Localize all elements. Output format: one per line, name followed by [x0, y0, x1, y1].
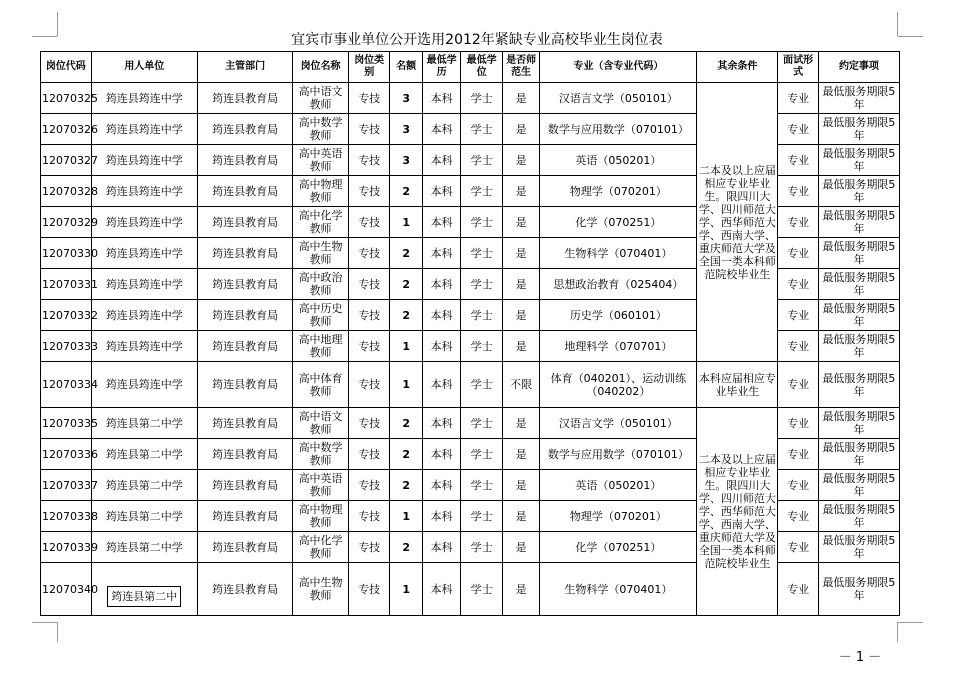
edu-cell: 本科 [422, 563, 460, 616]
quota-cell: 1 [390, 501, 422, 532]
category-cell: 专技 [348, 470, 390, 501]
category-cell: 专技 [348, 331, 390, 362]
interview-cell: 专业 [778, 207, 819, 238]
normal-cell: 是 [502, 408, 539, 439]
agreement-cell: 最低服务期限5年 [818, 563, 899, 616]
position-cell: 高中生物教师 [293, 238, 349, 269]
header-interview: 面试形式 [778, 52, 819, 83]
edu-cell: 本科 [422, 114, 460, 145]
category-cell: 专技 [348, 532, 390, 563]
interview-cell: 专业 [778, 300, 819, 331]
header-normal: 是否师范生 [502, 52, 539, 83]
normal-cell: 是 [502, 439, 539, 470]
normal-cell: 是 [502, 207, 539, 238]
dept-cell: 筠连县教育局 [198, 532, 293, 563]
agreement-cell: 最低服务期限5年 [818, 238, 899, 269]
code-cell: 12070328 [41, 176, 92, 207]
agreement-cell: 最低服务期限5年 [818, 408, 899, 439]
degree-cell: 学士 [461, 114, 503, 145]
edu-cell: 本科 [422, 145, 460, 176]
position-cell: 高中化学教师 [293, 207, 349, 238]
table-header-row [41, 52, 900, 83]
header-code: 岗位代码 [41, 52, 92, 83]
unit-cell: 筠连县筠连中学 [91, 300, 197, 331]
code-cell: 12070339 [41, 532, 92, 563]
position-cell: 高中物理教师 [293, 501, 349, 532]
major-cell: 生物科学（070401） [540, 563, 697, 616]
quota-cell: 2 [390, 532, 422, 563]
code-cell: 12070336 [41, 439, 92, 470]
degree-cell: 学士 [461, 501, 503, 532]
position-cell: 高中化学教师 [293, 532, 349, 563]
category-cell: 专技 [348, 300, 390, 331]
unit-cell: 筠连县筠连中学 [91, 83, 197, 114]
degree-cell: 学士 [461, 331, 503, 362]
normal-cell: 是 [502, 470, 539, 501]
category-cell: 专技 [348, 269, 390, 300]
category-cell: 专技 [348, 145, 390, 176]
major-cell: 汉语言文学（050101） [540, 83, 697, 114]
code-cell: 12070340 [41, 563, 92, 616]
edu-cell: 本科 [422, 176, 460, 207]
quota-cell: 1 [390, 207, 422, 238]
position-cell: 高中英语教师 [293, 470, 349, 501]
dept-cell: 筠连县教育局 [198, 300, 293, 331]
quota-cell: 1 [390, 331, 422, 362]
unit-cell: 筠连县第二中学 [91, 532, 197, 563]
unit-text-box[interactable]: 筠连县第二中 [107, 586, 181, 607]
dept-cell: 筠连县教育局 [198, 563, 293, 616]
position-cell: 高中历史教师 [293, 300, 349, 331]
code-cell: 12070335 [41, 408, 92, 439]
major-cell: 英语（050201） [540, 470, 697, 501]
edu-cell: 本科 [422, 83, 460, 114]
quota-cell: 2 [390, 408, 422, 439]
degree-cell: 学士 [461, 408, 503, 439]
agreement-cell: 最低服务期限5年 [818, 501, 899, 532]
unit-cell: 筠连县第二中学 [91, 470, 197, 501]
major-cell: 汉语言文学（050101） [540, 408, 697, 439]
agreement-cell: 最低服务期限5年 [818, 114, 899, 145]
job-position-table [40, 51, 900, 616]
major-cell: 物理学（070201） [540, 501, 697, 532]
header-conditions: 其余条件 [697, 52, 778, 83]
edu-cell: 本科 [422, 300, 460, 331]
major-cell: 物理学（070201） [540, 176, 697, 207]
agreement-cell: 最低服务期限5年 [818, 145, 899, 176]
header-dept: 主管部门 [198, 52, 293, 83]
header-degree: 最低学位 [461, 52, 503, 83]
edu-cell: 本科 [422, 470, 460, 501]
crop-mark [32, 622, 57, 623]
dept-cell: 筠连县教育局 [198, 362, 293, 408]
header-edu: 最低学历 [422, 52, 460, 83]
unit-cell: 筠连县筠连中学 [91, 269, 197, 300]
category-cell: 专技 [348, 83, 390, 114]
unit-cell: 筠连县筠连中学 [91, 362, 197, 408]
dept-cell: 筠连县教育局 [198, 439, 293, 470]
code-cell: 12070338 [41, 501, 92, 532]
crop-mark [897, 622, 898, 642]
table-row [41, 83, 900, 114]
normal-cell: 是 [502, 501, 539, 532]
edu-cell: 本科 [422, 269, 460, 300]
edu-cell: 本科 [422, 501, 460, 532]
normal-cell: 是 [502, 176, 539, 207]
edu-cell: 本科 [422, 532, 460, 563]
degree-cell: 学士 [461, 269, 503, 300]
category-cell: 专技 [348, 362, 390, 408]
interview-cell: 专业 [778, 83, 819, 114]
code-cell: 12070337 [41, 470, 92, 501]
document-title: 宜宾市事业单位公开选用2012年紧缺专业高校毕业生岗位表 [291, 32, 663, 48]
major-cell: 英语（050201） [540, 145, 697, 176]
quota-cell: 2 [390, 439, 422, 470]
major-cell: 历史学（060101） [540, 300, 697, 331]
position-cell: 高中体育教师 [293, 362, 349, 408]
degree-cell: 学士 [461, 83, 503, 114]
position-cell: 高中英语教师 [293, 145, 349, 176]
table-row [41, 408, 900, 439]
degree-cell: 学士 [461, 439, 503, 470]
degree-cell: 学士 [461, 145, 503, 176]
quota-cell: 1 [390, 362, 422, 408]
quota-cell: 1 [390, 563, 422, 616]
normal-cell: 是 [502, 145, 539, 176]
interview-cell: 专业 [778, 563, 819, 616]
edu-cell: 本科 [422, 439, 460, 470]
code-cell: 12070331 [41, 269, 92, 300]
position-cell: 高中政治教师 [293, 269, 349, 300]
agreement-cell: 最低服务期限5年 [818, 362, 899, 408]
major-cell: 思想政治教育（025404） [540, 269, 697, 300]
quota-cell: 2 [390, 470, 422, 501]
degree-cell: 学士 [461, 238, 503, 269]
unit-cell: 筠连县筠连中学 [91, 238, 197, 269]
unit-cell: 筠连县第二中学 [91, 408, 197, 439]
category-cell: 专技 [348, 238, 390, 269]
code-cell: 12070333 [41, 331, 92, 362]
dept-cell: 筠连县教育局 [198, 238, 293, 269]
edu-cell: 本科 [422, 207, 460, 238]
agreement-cell: 最低服务期限5年 [818, 207, 899, 238]
position-cell: 高中数学教师 [293, 439, 349, 470]
header-position: 岗位名称 [293, 52, 349, 83]
dept-cell: 筠连县教育局 [198, 207, 293, 238]
agreement-cell: 最低服务期限5年 [818, 176, 899, 207]
position-cell: 高中地理教师 [293, 331, 349, 362]
category-cell: 专技 [348, 439, 390, 470]
header-agreement: 约定事项 [818, 52, 899, 83]
normal-cell: 是 [502, 269, 539, 300]
unit-cell: 筠连县筠连中学 [91, 145, 197, 176]
normal-cell: 是 [502, 114, 539, 145]
edu-cell: 本科 [422, 238, 460, 269]
code-cell: 12070325 [41, 83, 92, 114]
degree-cell: 学士 [461, 532, 503, 563]
table-row [41, 362, 900, 408]
unit-cell: 筠连县筠连中学 [91, 207, 197, 238]
degree-cell: 学士 [461, 470, 503, 501]
edu-cell: 本科 [422, 362, 460, 408]
normal-cell: 是 [502, 532, 539, 563]
agreement-cell: 最低服务期限5年 [818, 470, 899, 501]
dept-cell: 筠连县教育局 [198, 145, 293, 176]
normal-cell: 是 [502, 563, 539, 616]
degree-cell: 学士 [461, 176, 503, 207]
edu-cell: 本科 [422, 408, 460, 439]
quota-cell: 2 [390, 238, 422, 269]
interview-cell: 专业 [778, 470, 819, 501]
interview-cell: 专业 [778, 532, 819, 563]
normal-cell: 是 [502, 83, 539, 114]
interview-cell: 专业 [778, 362, 819, 408]
dept-cell: 筠连县教育局 [198, 501, 293, 532]
agreement-cell: 最低服务期限5年 [818, 83, 899, 114]
agreement-cell: 最低服务期限5年 [818, 300, 899, 331]
major-cell: 数学与应用数学（070101） [540, 114, 697, 145]
code-cell: 12070326 [41, 114, 92, 145]
header-major: 专业（含专业代码） [540, 52, 697, 83]
dept-cell: 筠连县教育局 [198, 176, 293, 207]
code-cell: 12070332 [41, 300, 92, 331]
interview-cell: 专业 [778, 176, 819, 207]
unit-cell [91, 563, 197, 616]
position-cell: 高中生物教师 [293, 563, 349, 616]
position-cell: 高中数学教师 [293, 114, 349, 145]
header-category: 岗位类别 [348, 52, 390, 83]
degree-cell: 学士 [461, 207, 503, 238]
degree-cell: 学士 [461, 362, 503, 408]
unit-cell: 筠连县第二中学 [91, 439, 197, 470]
edu-cell: 本科 [422, 331, 460, 362]
agreement-cell: 最低服务期限5年 [818, 269, 899, 300]
unit-cell: 筠连县筠连中学 [91, 176, 197, 207]
degree-cell: 学士 [461, 563, 503, 616]
major-cell: 生物科学（070401） [540, 238, 697, 269]
normal-cell: 是 [502, 331, 539, 362]
dept-cell: 筠连县教育局 [198, 114, 293, 145]
dept-cell: 筠连县教育局 [198, 470, 293, 501]
interview-cell: 专业 [778, 331, 819, 362]
major-cell: 化学（070251） [540, 532, 697, 563]
major-cell: 化学（070251） [540, 207, 697, 238]
interview-cell: 专业 [778, 501, 819, 532]
page-number: － 1 － [838, 650, 882, 665]
crop-mark [898, 622, 923, 623]
header-unit: 用人单位 [91, 52, 197, 83]
normal-cell: 是 [502, 238, 539, 269]
quota-cell: 2 [390, 300, 422, 331]
category-cell: 专技 [348, 563, 390, 616]
code-cell: 12070330 [41, 238, 92, 269]
category-cell: 专技 [348, 207, 390, 238]
quota-cell: 2 [390, 176, 422, 207]
quota-cell: 2 [390, 269, 422, 300]
agreement-cell: 最低服务期限5年 [818, 439, 899, 470]
major-cell: 地理科学（070701） [540, 331, 697, 362]
interview-cell: 专业 [778, 238, 819, 269]
interview-cell: 专业 [778, 439, 819, 470]
dept-cell: 筠连县教育局 [198, 83, 293, 114]
quota-cell: 3 [390, 145, 422, 176]
unit-cell: 筠连县筠连中学 [91, 331, 197, 362]
conditions-cell-group2: 二本及以上应届相应专业毕业生。限四川大学、四川师范大学、西华师范大学、西南大学、重庆师范大学及全国一类本科师范院校毕业生 [697, 408, 778, 616]
quota-cell: 3 [390, 83, 422, 114]
normal-cell: 是 [502, 300, 539, 331]
degree-cell: 学士 [461, 300, 503, 331]
category-cell: 专技 [348, 408, 390, 439]
category-cell: 专技 [348, 176, 390, 207]
position-cell: 高中语文教师 [293, 83, 349, 114]
conditions-cell-pe: 本科应届相应专业毕业生 [697, 362, 778, 408]
major-cell: 体育（040201）、运动训练（040202） [540, 362, 697, 408]
crop-mark [57, 622, 58, 642]
category-cell: 专技 [348, 114, 390, 145]
interview-cell: 专业 [778, 145, 819, 176]
dept-cell: 筠连县教育局 [198, 331, 293, 362]
normal-cell: 不限 [502, 362, 539, 408]
dept-cell: 筠连县教育局 [198, 408, 293, 439]
unit-cell: 筠连县第二中学 [91, 501, 197, 532]
major-cell: 数学与应用数学（070101） [540, 439, 697, 470]
interview-cell: 专业 [778, 408, 819, 439]
code-cell: 12070327 [41, 145, 92, 176]
agreement-cell: 最低服务期限5年 [818, 331, 899, 362]
category-cell: 专技 [348, 501, 390, 532]
unit-cell: 筠连县筠连中学 [91, 114, 197, 145]
position-cell: 高中语文教师 [293, 408, 349, 439]
interview-cell: 专业 [778, 269, 819, 300]
conditions-cell-group1: 二本及以上应届相应专业毕业生。限四川大学、四川师范大学、西华师范大学、西南大学、重庆师范大学及全国一类本科师范院校毕业生 [697, 83, 778, 362]
position-cell: 高中物理教师 [293, 176, 349, 207]
agreement-cell: 最低服务期限5年 [818, 532, 899, 563]
header-quota: 名额 [390, 52, 422, 83]
dept-cell: 筠连县教育局 [198, 269, 293, 300]
interview-cell: 专业 [778, 114, 819, 145]
code-cell: 12070334 [41, 362, 92, 408]
quota-cell: 3 [390, 114, 422, 145]
code-cell: 12070329 [41, 207, 92, 238]
